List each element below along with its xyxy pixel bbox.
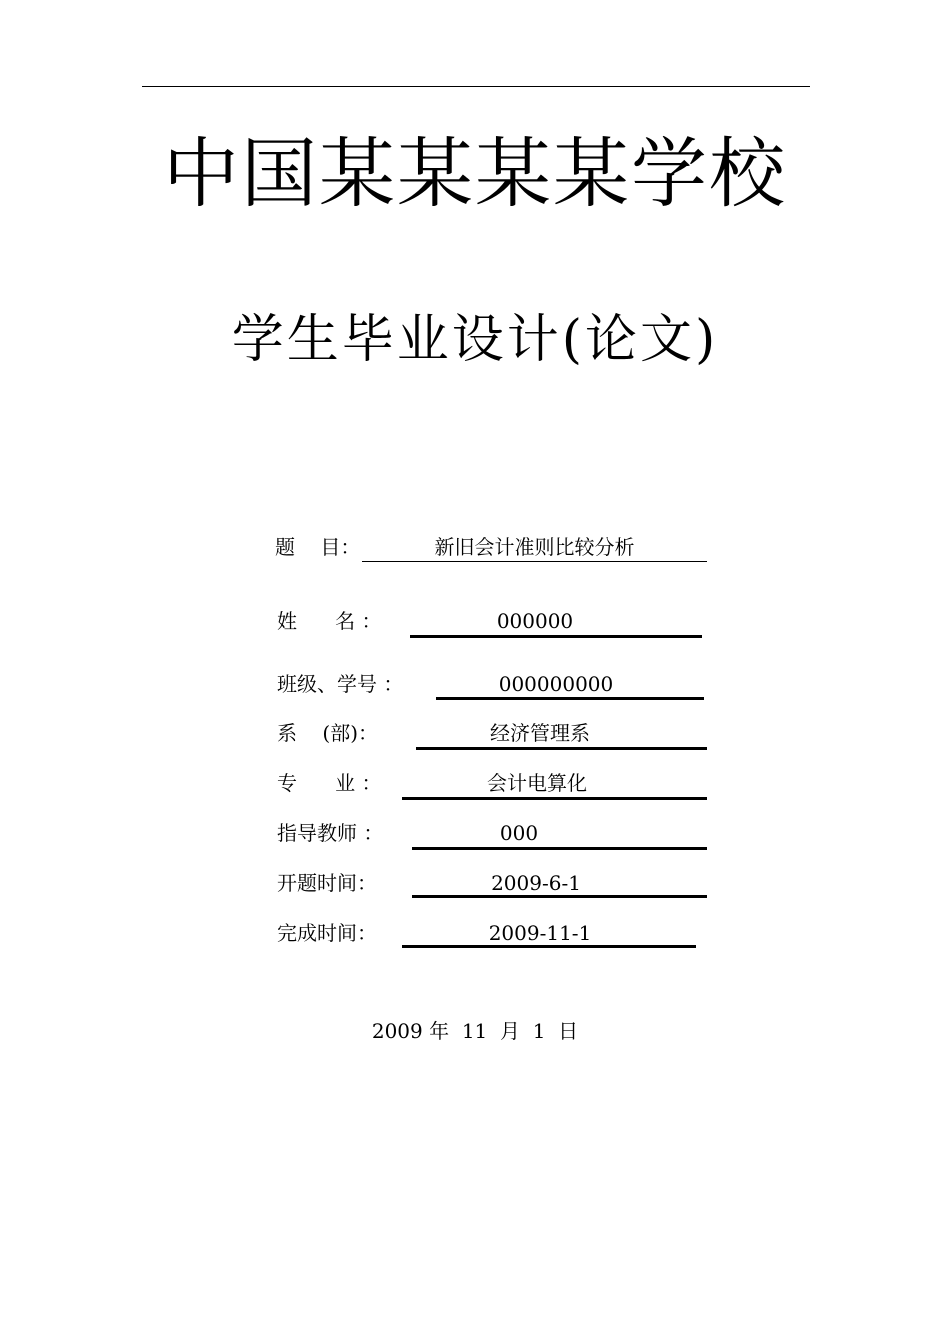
advisor-underline	[412, 847, 707, 850]
topic-value: 新旧会计准则比较分析	[434, 535, 635, 559]
name-value: 000000	[496, 609, 574, 633]
end-date-value: 2009-11-1	[488, 921, 592, 945]
advisor-label: 指导教师 ：	[277, 821, 384, 845]
department-label: 系 (部)：	[277, 721, 379, 745]
class-id-underline	[436, 697, 704, 700]
school-name: 中国某某某某学校	[163, 129, 787, 218]
class-id-label: 班级、学号 ：	[277, 672, 404, 696]
name-underline	[410, 635, 702, 638]
start-date-label: 开题时间：	[277, 871, 377, 895]
start-date-value: 2009-6-1	[491, 871, 581, 895]
submission-date: 2009 年 11 月 1 日	[371, 1019, 579, 1043]
topic-underline	[362, 561, 707, 562]
name-label: 姓 名 ：	[277, 609, 382, 633]
major-value: 会计电算化	[487, 771, 587, 795]
end-date-label: 完成时间：	[277, 921, 377, 945]
header-rule	[142, 86, 810, 87]
class-id-value: 000000000	[498, 672, 614, 696]
department-value: 经济管理系	[490, 721, 590, 745]
major-label: 专 业 ：	[277, 771, 382, 795]
end-date-underline	[402, 945, 696, 948]
start-date-underline	[412, 895, 707, 898]
topic-label: 题 目：	[275, 535, 361, 559]
department-underline	[416, 747, 707, 750]
advisor-value: 000	[499, 821, 539, 845]
document-title: 学生毕业设计(论文)	[231, 310, 719, 370]
major-underline	[402, 797, 707, 800]
